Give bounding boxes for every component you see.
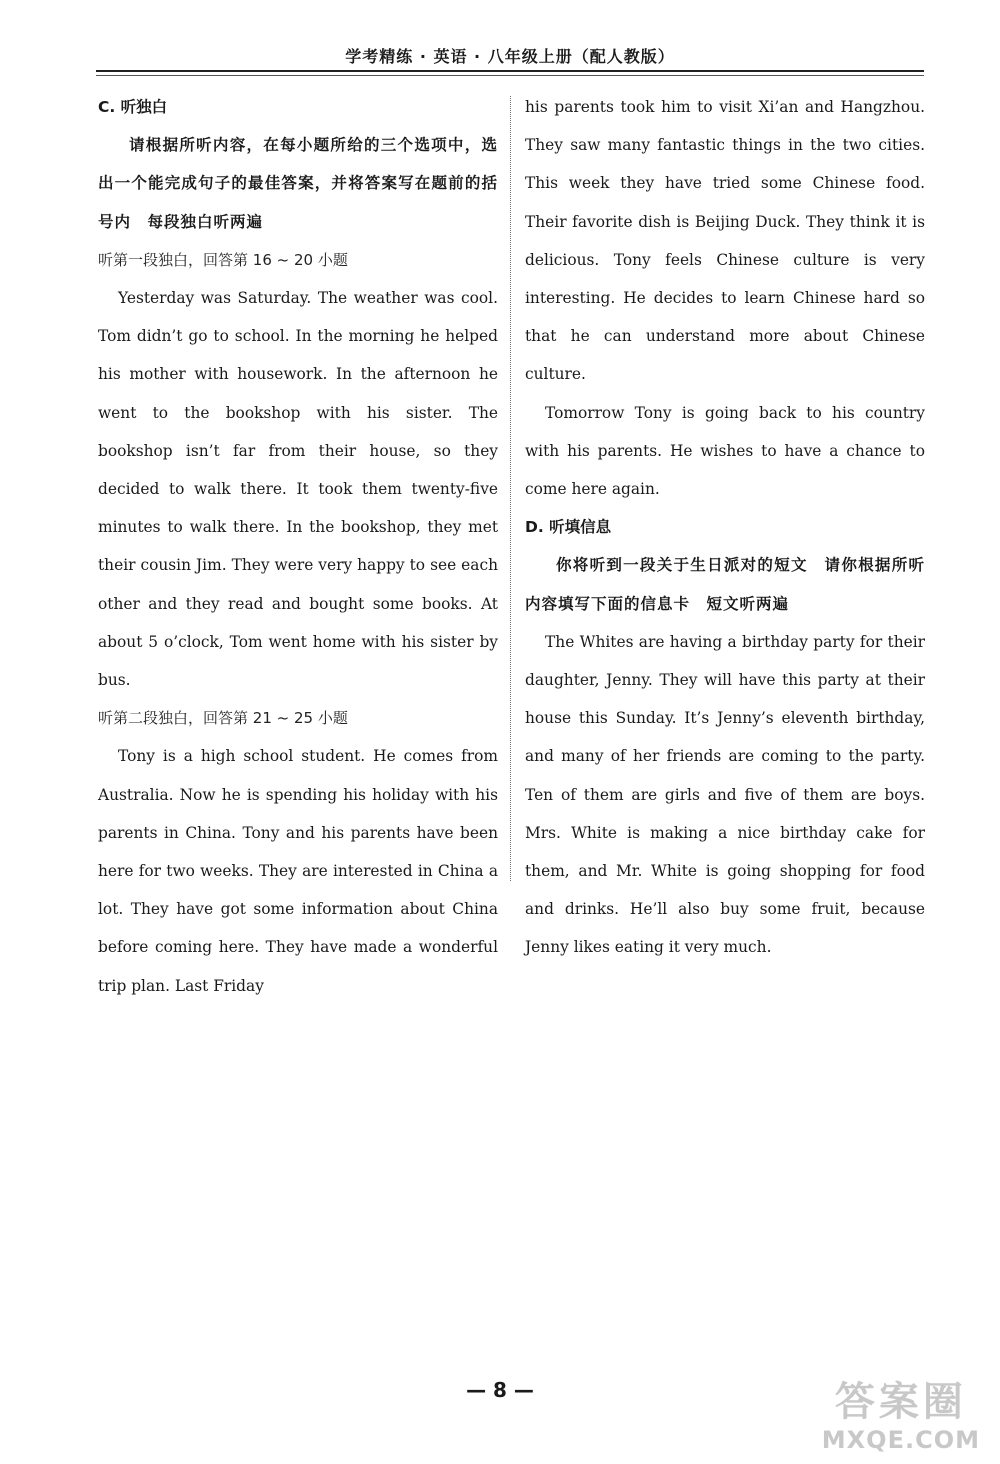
section-d-heading: D. 听填信息 <box>525 518 612 537</box>
section-c-instruction: 请根据所听内容，在每小题所给的三个选项中，选出一个能完成句子的最佳答案，并将答案写在题前的括号内 每段独白听两遍 <box>98 136 498 231</box>
section-d-instruction: 你将听到一段关于生日派对的短文 请你根据所听内容填写下面的信息卡 短文听两遍 <box>525 556 925 613</box>
watermark-logo <box>821 1379 980 1454</box>
monologue1-text: Yesterday was Saturday. The weather was cool. Tom didn’t go to school. In the morning he helped his mother with housework. In the afternoon he went to the bookshop with his sister. The bookshop isn’t far from their house, so they decided to walk there. It took them twenty-five minutes to walk there. In the bookshop, they met their cousin Jim. They were very happy to see each other and they read and bought some books. At about 5 o’clock, Tom went home with his sister by bus. <box>98 289 498 690</box>
section-d-passage: The Whites are having a birthday party for their daughter, Jenny. They will have this party at their house this Sunday. It’s Jenny’s eleventh birthday, and many of her friends are coming to the party. Ten of them are girls and five of them are boys. Mrs. White is making a nice birthday cake for them, and Mr. White is going shopping for food and drinks. He’ll also buy some fruit, because Jenny likes eating it very much. <box>525 632 925 957</box>
page-header-title: 学考精练 · 英语 · 八年级上册（配人教版） <box>345 47 675 66</box>
monologue2-label: 听第二段独白，回答第 21 ~ 25 小题 <box>98 709 348 728</box>
monologue2-paragraph2: Tomorrow Tony is going back to his country with his parents. He wishes to have a chance to come here again. <box>525 403 925 499</box>
monologue1-label: 听第一段独白，回答第 16 ~ 20 小题 <box>98 250 348 269</box>
watermark-top-text: 答案圈 <box>834 1379 967 1425</box>
left-column <box>98 88 498 1005</box>
column-divider <box>510 96 511 881</box>
page-number: — 8 — <box>466 1378 534 1402</box>
right-column <box>525 88 925 967</box>
watermark-bottom-text: MXQE.COM <box>821 1426 980 1454</box>
section-c-heading: C. 听独白 <box>98 98 168 116</box>
header-divider <box>96 70 924 76</box>
monologue2-continuation: his parents took him to visit Xi’an and Hangzhou. They saw many fantastic things in the two cities. This week they have tried some Chinese food. Their favorite dish is Beijing Duck. They think it is delicious. Tony feels Chinese culture is very interesting. He decides to learn Chinese hard so that he can understand more about Chinese culture. <box>525 98 925 384</box>
monologue2-text: Tony is a high school student. He comes from Australia. Now he is spending his holiday with his parents in China. Tony and his parents have been here for two weeks. They are interested in China a lot. They have got some information about China before coming here. They have made a wonderful trip plan. Last Friday <box>98 747 498 995</box>
